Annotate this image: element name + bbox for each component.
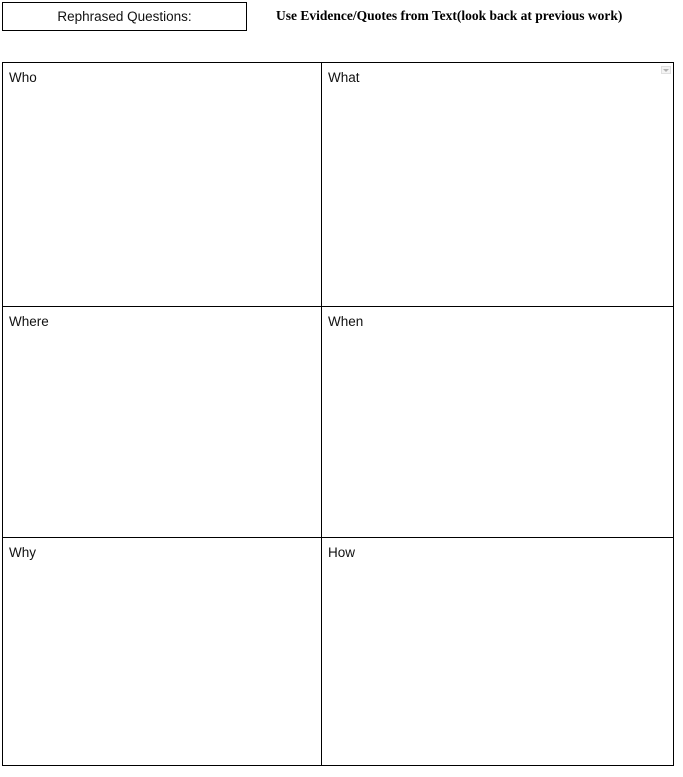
when-cell[interactable] [322,307,673,538]
rephrased-questions-label: Rephrased Questions: [57,9,192,24]
what-label: What [328,70,360,85]
where-label: Where [9,314,49,329]
how-cell[interactable] [322,538,673,765]
who-cell[interactable] [3,63,322,307]
evidence-heading: Use Evidence/Quotes from Text(look back at previous work) [276,8,623,23]
what-cell[interactable] [322,63,673,307]
rephrased-questions-box [2,2,247,31]
where-cell[interactable] [3,307,322,538]
when-label: When [328,314,364,329]
how-label: How [328,545,356,560]
why-cell[interactable] [3,538,322,765]
question-grid [2,62,674,766]
why-label: Why [9,545,36,560]
who-label: Who [9,70,37,85]
dropdown-arrow-icon[interactable] [661,66,671,74]
